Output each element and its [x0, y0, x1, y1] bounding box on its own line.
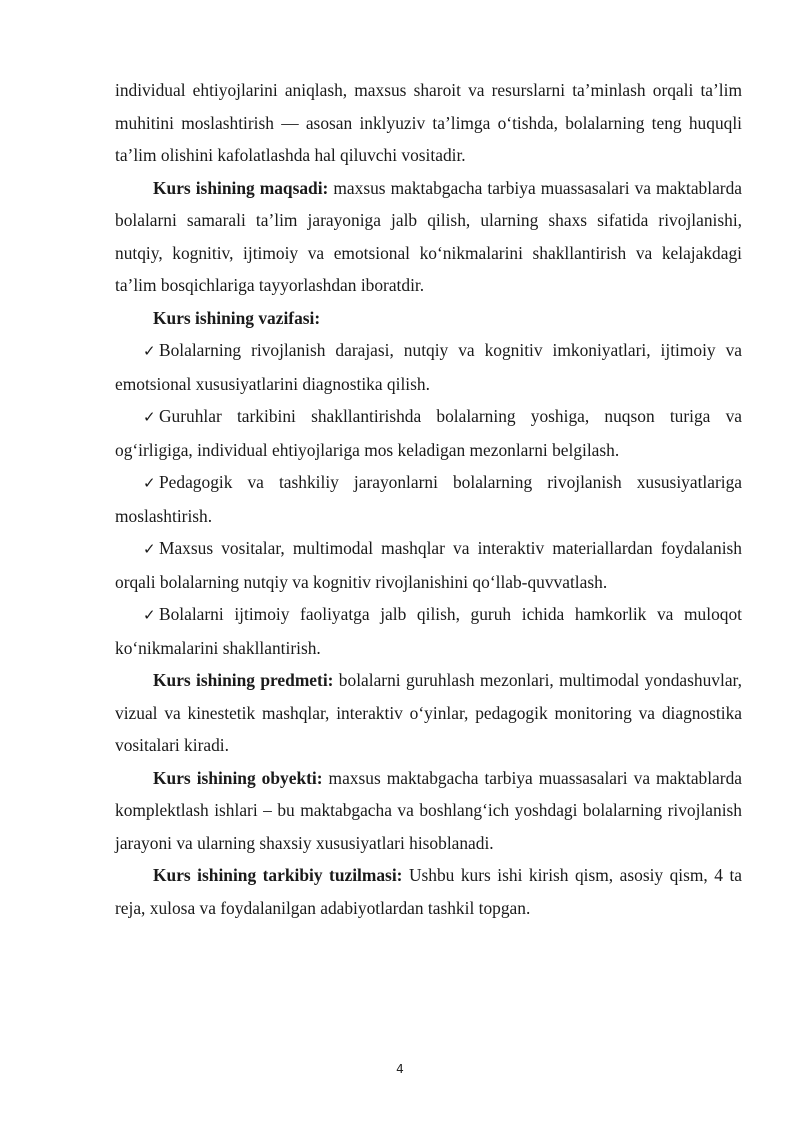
checkmark-icon: ✓	[143, 408, 156, 426]
goal-label: Kurs ishining maqsadi:	[153, 177, 329, 198]
task-item-text: Maxsus vositalar, multimodal mashqlar va interaktiv materiallardan foydalanish orqali bolalarning nutqiy va kognitiv rivojlanishini qo‘llab-quvvatlash.	[115, 538, 742, 592]
task-item-text: Bolalarni ijtimoiy faoliyatga jalb qilish, guruh ichida hamkorlik va muloqot ko‘nikmalarini shakllantirish.	[115, 604, 742, 658]
checkmark-icon: ✓	[143, 342, 156, 360]
page-number: 4	[396, 1062, 404, 1076]
tasks-heading: Kurs ishining vazifasi:	[153, 307, 321, 328]
structure-paragraph	[115, 859, 742, 924]
task-item	[115, 598, 742, 664]
intro-paragraph: individual ehtiyojlarini aniqlash, maxsus sharoit va resurslarni ta’minlash orqali ta’lim muhitini moslashtirish — asosan inklyuziv ta’limga o‘tishda, bolalarning teng huquqli ta’lim olishini kafolatlashda hal qiluvchi vositadir.	[115, 80, 742, 165]
object-paragraph	[115, 762, 742, 860]
subject-text: bolalarni guruhlash mezonlari, multimodal yondashuvlar, vizual va kinestetik mashqlar, interaktiv o‘yinlar, pedagogik monitoring va diagnostika vositalari kiradi.	[115, 670, 742, 755]
object-text: maxsus maktabgacha tarbiya muassasalari va maktablarda komplektlash ishlari – bu maktabgacha va boshlang‘ich yoshdagi bolalarning rivojlanish jarayoni va ularning shaxsiy xususiyatlari hisoblanadi.	[115, 767, 742, 853]
object-label: Kurs ishining obyekti:	[153, 767, 323, 788]
subject-paragraph	[115, 664, 742, 762]
task-item-text: Pedagogik va tashkiliy jarayonlarni bolalarning rivojlanish xususiyatlariga moslashtirish.	[115, 472, 742, 526]
checkmark-icon: ✓	[143, 606, 156, 624]
subject-label: Kurs ishining predmeti:	[153, 670, 334, 690]
task-item-text: Guruhlar tarkibini shakllantirishda bolalarning yoshiga, nuqson turiga va og‘irligiga, individual ehtiyojlariga mos keladigan mezonlarni belgilash.	[115, 406, 742, 460]
structure-label: Kurs ishining tarkibiy tuzilmasi:	[153, 865, 403, 885]
task-item	[115, 466, 742, 532]
goal-paragraph	[115, 172, 742, 302]
document-page	[115, 74, 742, 924]
checkmark-icon: ✓	[143, 474, 156, 492]
task-item-text: Bolalarning rivojlanish darajasi, nutqiy va kognitiv imkoniyatlari, ijtimoiy va emotsional xususiyatlarini diagnostika qilish.	[115, 340, 742, 394]
task-item	[115, 532, 742, 598]
goal-text: maxsus maktabgacha tarbiya muassasalari va maktablarda bolalarni samarali ta’lim jarayoniga jalb qilish, ularning shaxs sifatida rivojlanishi, nutqiy, kognitiv, ijtimoiy va emotsional ko‘nikmalarini shakllantirish va kelajakdagi ta’lim bosqichlariga tayyorlashdan iboratdir.	[115, 177, 742, 295]
structure-text: Ushbu kurs ishi kirish qism, asosiy qism, 4 ta reja, xulosa va foydalanilgan adabiyotlardan tashkil topgan.	[115, 865, 742, 918]
checkmark-icon: ✓	[143, 540, 156, 558]
task-item	[115, 334, 742, 400]
task-item	[115, 400, 742, 466]
